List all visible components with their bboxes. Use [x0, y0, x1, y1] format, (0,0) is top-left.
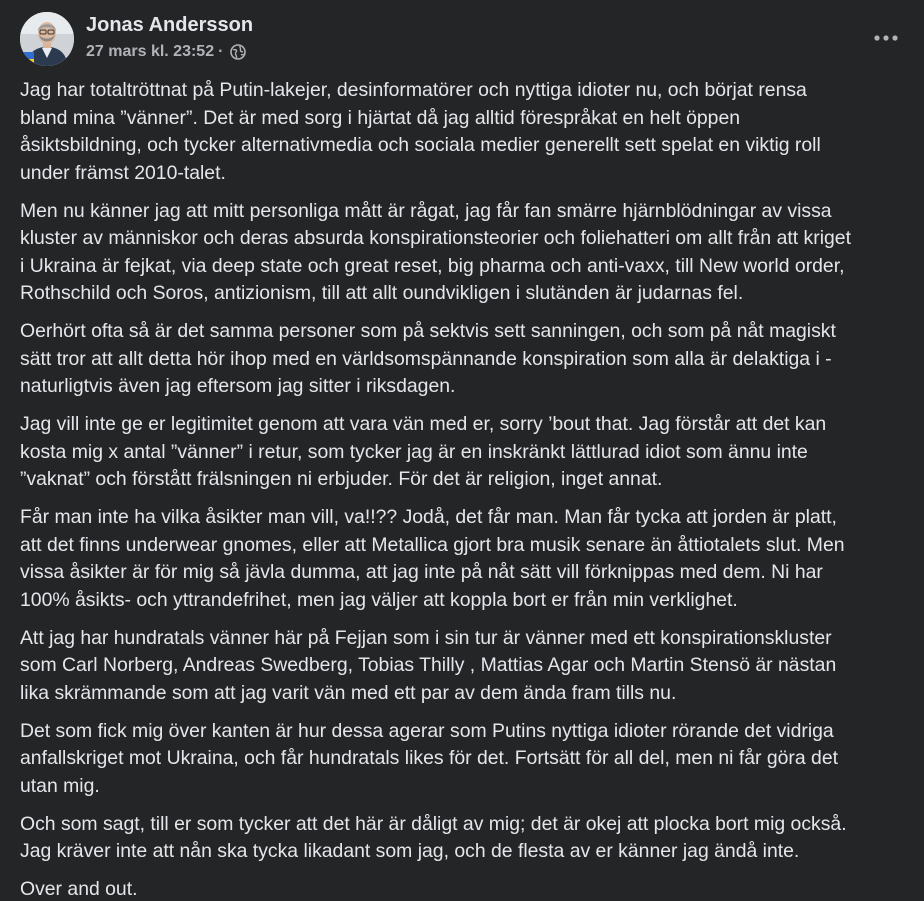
post-paragraph: Jag har totaltröttnat på Putin-lakejer, desinformatörer och nyttiga idioter nu, och börjat rensa bland mina ”vänner”. Det är med sorg i hjärtat då jag alltid förespråkat en helt öppen åsiktsbildning, och tycker alternativmedia och sociala medier generellt sett spelat en viktig roll under främst 2010-talet. [20, 79, 821, 184]
post-paragraph: Får man inte ha vilka åsikter man vill, va!!?? Jodå, det får man. Man får tycka att jorden är platt, att det finns underwear gnomes, eller att Metallica gjort bra musik senare än åttiotalets slut. Men vissa åsikter är för mig så jävla dumma, att jag inte på nåt sätt vill förknippas med dem. Ni har 100% åsikts- och yttrandefrihet, men jag väljer att koppla bort er från min verklighet. [20, 506, 845, 611]
post-paragraph: Det som fick mig över kanten är hur dessa agerar som Putins nyttiga idioter rörande det vidriga anfallskriget mot Ukraina, och får hundratals likes för det. Fortsätt för all del, men ni får göra det utan mig. [20, 719, 839, 797]
post-paragraph: Over and out. [20, 878, 138, 900]
post-header [20, 12, 908, 68]
post-body [20, 77, 910, 901]
avatar[interactable] [20, 12, 74, 66]
post-meta [86, 43, 246, 61]
more-options-icon [874, 35, 898, 41]
post-paragraph: Och som sagt, till er som tycker att det här är dåligt av mig; det är okej att plocka bort mig också. Jag kräver inte att nån ska tycka likadant som jag, och de flesta av er känner jag ändå inte. [20, 812, 847, 862]
post-paragraph: Men nu känner jag att mitt personliga mått är rågat, jag får fan smärre hjärnblödningar av vissa kluster av människor och deras absurda konspirationsteorier och foliehatteri om allt från att kriget i Ukraina är fejkat, via deep state och great reset, big pharma och anti-vaxx, till New world order, Rothschild och Soros, antizionism, till att allt oundvikligen i slutänden är judarnas fel. [20, 199, 851, 304]
post-paragraph: Oerhört ofta så är det samma personer som på sektvis sett sanningen, och som på nåt magiskt sätt tror att allt detta hör ihop med en världsomspännande konspiration som alla är delaktiga i - naturligtvis även jag eftersom jag sitter i riksdagen. [20, 320, 836, 397]
post-paragraph: Jag vill inte ge er legitimitet genom att vara vän med er, sorry ’bout that. Jag förstår att det kan kosta mig x antal ”vänner” i retur, som tycker jag är en inskränkt lättlurad idiot som ännu inte ”vaknat” och förstått frälsningen ni erbjuder. För det är religion, inget annat. [20, 413, 827, 490]
author-name[interactable]: Jonas Andersson [86, 14, 254, 36]
post-paragraph: Att jag har hundratals vänner här på Fejjan som i sin tur är vänner med ett konspirationskluster som Carl Norberg, Andreas Swedberg, Tobias Thilly , Mattias Agar och Martin Stensö är nästan lika skrämmande som att jag varit vän med ett par av dem ända fram tills nu. [20, 626, 837, 704]
post-timestamp[interactable]: 27 mars kl. 23:52 [86, 43, 215, 60]
profile-photo-icon [20, 12, 74, 66]
more-options-button[interactable] [868, 20, 904, 56]
meta-separator: · [218, 43, 224, 60]
globe-icon[interactable] [230, 44, 246, 60]
